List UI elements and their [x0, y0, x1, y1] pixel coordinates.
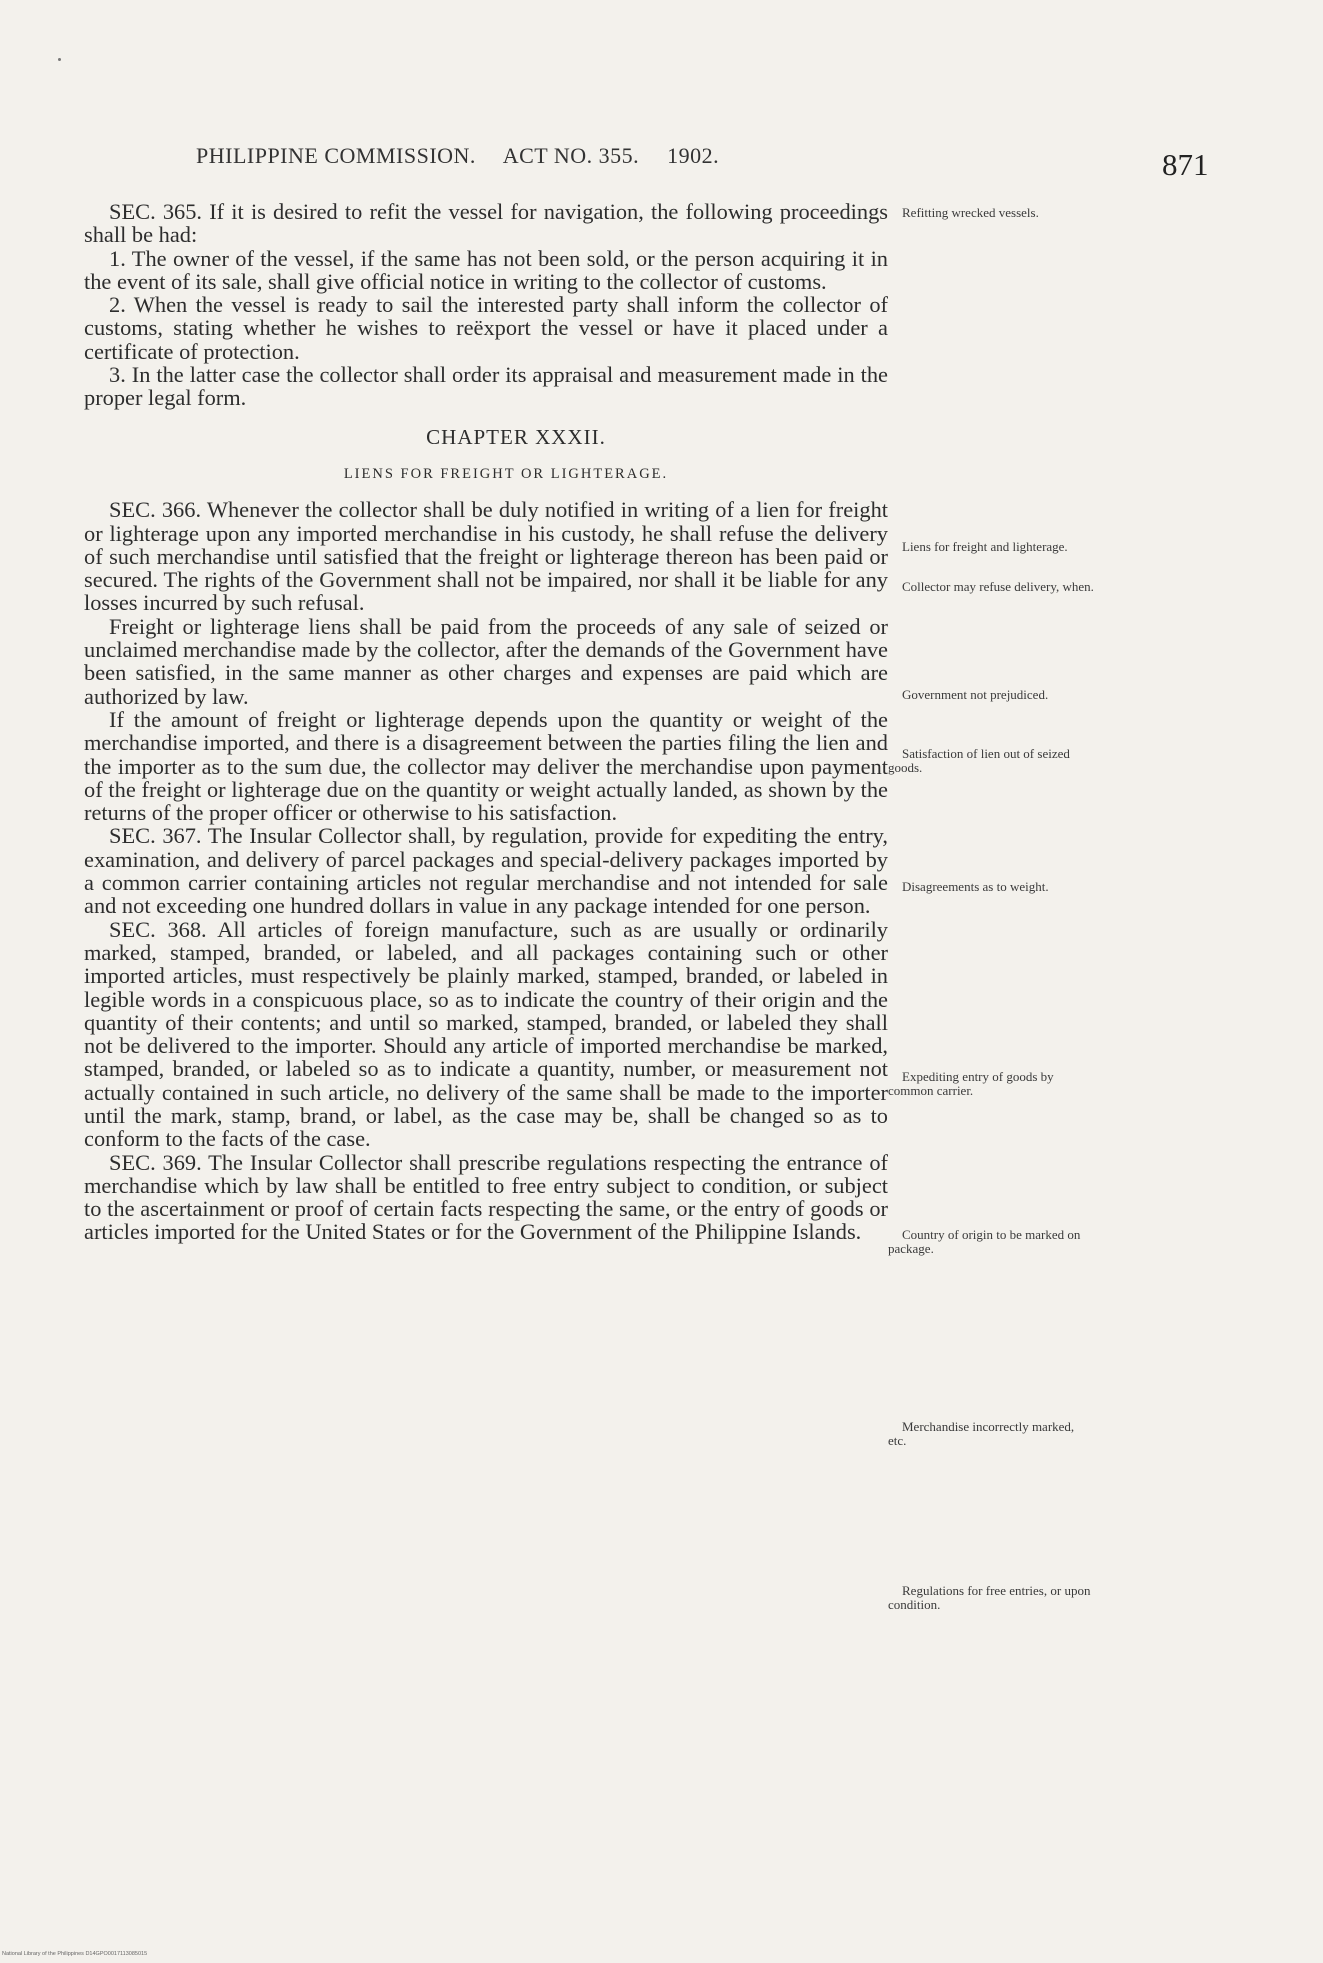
list-item-1: 1. The owner of the vessel, if the same has not been sold, or the person acquiring it in the event of its sale, shall give official notice in writing to the collector of customs. — [84, 245, 888, 294]
margin-note-government: Government not prejudiced. — [902, 687, 1049, 702]
paragraph-sec-366: SEC. 366. Whenever the collector shall be duly notified in writing of a lien for freight or lighterage upon any imported merchandise in his custody, he shall refuse the delivery of such merchandise until satisfied that the freight or lighterage thereon has been paid or secured. The rights of the Government shall not be impaired, nor shall it be liable for any losses incurred by such refusal. — [84, 497, 888, 616]
paragraph-sec-367: SEC. 367. The Insular Collector shall, by regulation, provide for expediting the entry, examination, and delivery of parcel packages and special-delivery packages imported by a common carrier containing articles not regular merchandise and not intended for sale and not exceeding one hundred dollars in value in any package intended for one person. — [84, 823, 888, 919]
margin-note-liens: Liens for freight and lighterage. — [902, 539, 1068, 554]
running-head-act: ACT NO. 355. — [502, 143, 640, 168]
margin-note-collector-refuse: Collector may refuse delivery, when. — [902, 579, 1094, 594]
paragraph-sec-368: SEC. 368. All articles of foreign manufacture, such as are usually or ordinarily marked, stamped, branded, or labeled, and all packages containing such or other imported articles, must respectively be plainly marked, stamped, branded, or labeled in legible words in a conspicuous place, so as to indicate the country of their origin and the quantity of their contents; and until so marked, stamped, branded, or labeled they shall not be delivered to the importer. Should any article of imported merchandise be marked, stamped, branded, or labeled so as to indicate a quantity, number, or measurement not actually contained in such article, no delivery of the same shall be made to the importer until the mark, stamp, brand, or label, as the case may be, shall be changed so as to conform to the facts of the case. — [84, 916, 888, 1152]
margin-note-satisfaction: Satisfaction of lien out of seized goods. — [888, 746, 1070, 775]
paragraph-sec-369: SEC. 369. The Insular Collector shall prescribe regulations respecting the entrance of merchandise which by law shall be entitled to free entry subject to condition, or subject to the ascertainment or proof of certain facts respecting the same, or the entry of goods or articles imported for the United States or for the Government of the Philippine Islands. — [84, 1149, 888, 1245]
running-head-year: 1902. — [667, 143, 720, 168]
page-number: 871 — [1162, 147, 1209, 182]
running-head-title: PHILIPPINE COMMISSION. — [196, 143, 476, 168]
margin-note-disagreements: Disagreements as to weight. — [902, 879, 1049, 894]
body-text — [84, 200, 888, 1244]
list-item-3: 3. In the latter case the collector shall order its appraisal and measurement made in the proper legal form. — [84, 362, 888, 411]
paragraph-liens-paid: Freight or lighterage liens shall be paid from the proceeds of any sale of seized or unclaimed merchandise made by the collector, after the demands of the Government have been satisfied, in the same manner as other charges and expenses are paid which are authorized by law. — [84, 613, 888, 709]
margin-note-refitting: Refitting wrecked vessels. — [902, 205, 1039, 220]
chapter-subtitle: LIENS FOR FREIGHT OR LIGHTERAGE. — [343, 465, 669, 482]
margin-note-incorrectly-marked: Merchandise incorrectly marked, etc. — [888, 1419, 1075, 1448]
margin-note-country-origin: Country of origin to be marked on package. — [888, 1227, 1081, 1256]
running-head — [196, 143, 741, 169]
scan-speck — [58, 58, 61, 61]
paragraph-disagreement: If the amount of freight or lighterage depends upon the quantity or weight of the merchandise imported, and there is a disagreement between the parties filing the lien and the importer as to the sum due, the collector may deliver the merchandise upon payment of the freight or lighterage due on the quantity or weight actually landed, as shown by the returns of the proper officer or otherwise to his satisfaction. — [84, 706, 888, 826]
list-item-2: 2. When the vessel is ready to sail the interested party shall inform the collector of customs, stating whether he wishes to reëxport the vessel or have it placed under a certificate of protection. — [84, 292, 888, 364]
margin-note-expediting: Expediting entry of goods by common carrier. — [888, 1069, 1054, 1098]
scan-footer: National Library of the Philippines D14GPO0017113085015 — [2, 1951, 148, 1957]
paragraph-sec-365: SEC. 365. If it is desired to refit the vessel for navigation, the following proceedings shall be had: — [84, 199, 888, 248]
margin-note-regulations: Regulations for free entries, or upon condition. — [888, 1583, 1091, 1612]
chapter-title: CHAPTER XXXII. — [426, 424, 606, 449]
